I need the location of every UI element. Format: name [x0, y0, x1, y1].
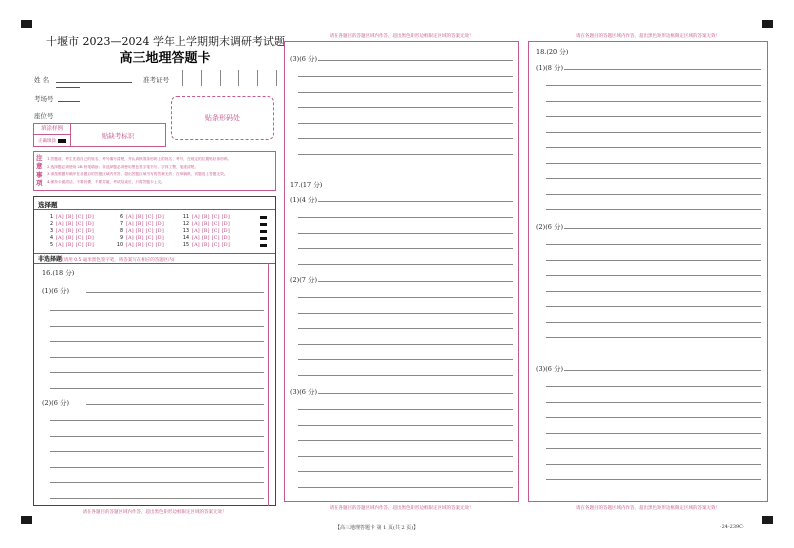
choice-option-bubble[interactable]: [D] — [85, 222, 94, 227]
registration-mark-bottom-right — [762, 516, 773, 524]
name-field[interactable] — [56, 82, 132, 83]
q18-label: 18.(20 分) — [536, 48, 569, 56]
answer-panel-left — [33, 196, 276, 506]
answer-line[interactable] — [298, 344, 513, 345]
answer-line[interactable] — [298, 328, 513, 329]
answer-line[interactable] — [298, 264, 513, 265]
q17-label: 17.(17 分) — [290, 181, 323, 189]
choice-option-bubble[interactable]: [B] — [135, 215, 144, 220]
choice-option-bubble[interactable]: [C] — [75, 229, 84, 234]
choice-option-bubble[interactable]: [B] — [201, 229, 210, 234]
answer-line[interactable] — [50, 498, 264, 499]
choice-option-bubble[interactable]: [A] — [126, 236, 134, 241]
answer-line[interactable] — [546, 291, 761, 292]
answer-line[interactable] — [564, 370, 761, 371]
answer-line[interactable] — [298, 313, 513, 314]
answer-line[interactable] — [86, 292, 264, 293]
barcode-area: 贴条形码处 — [171, 96, 274, 140]
answer-line[interactable] — [546, 433, 761, 434]
answer-line[interactable] — [546, 147, 761, 148]
q17-2-label: (2)(7 分) — [290, 276, 317, 284]
answer-line[interactable] — [318, 393, 513, 394]
choice-option-bubble[interactable]: [D] — [155, 236, 164, 241]
choice-option-bubble[interactable]: [C] — [145, 215, 154, 220]
answer-line[interactable] — [298, 359, 513, 360]
choice-question-number: 12 — [182, 222, 189, 227]
answer-line[interactable] — [546, 209, 761, 210]
answer-line[interactable] — [546, 322, 761, 323]
choice-question-row — [114, 229, 166, 234]
choice-option-bubble[interactable]: [A] — [56, 243, 64, 248]
answer-line[interactable] — [298, 217, 513, 218]
ticket-digit-box[interactable] — [220, 70, 239, 86]
answer-line[interactable] — [50, 326, 264, 327]
notice-line: 1.答题前，考生先将自己的姓名、考号填写清楚，并认真核准条形码上的姓名、考号，在规定的位置贴好条形码。 — [47, 157, 232, 161]
q16-2-label: (2)(6 分) — [42, 399, 69, 407]
choice-question-row — [44, 236, 96, 241]
answer-line[interactable] — [546, 194, 761, 195]
filled-bubble-sample — [58, 139, 66, 143]
choice-option-bubble[interactable]: [B] — [65, 215, 74, 220]
choice-option-bubble[interactable]: [B] — [135, 229, 144, 234]
answer-line[interactable] — [50, 341, 264, 342]
fill-example-box — [33, 123, 71, 147]
choice-question-row — [44, 229, 96, 234]
answer-line[interactable] — [318, 281, 513, 282]
answer-line[interactable] — [546, 244, 761, 245]
choice-option-bubble[interactable]: [B] — [135, 222, 144, 227]
answer-line[interactable] — [546, 116, 761, 117]
timing-mark — [260, 230, 267, 233]
q18-2-label: (2)(6 分) — [536, 223, 563, 231]
notice-line: 2.选择题必须使用 2B 铅笔填涂；非选择题必须使用黑色签字笔书写，字体工整，笔迹清楚。 — [47, 164, 199, 169]
choice-option-bubble[interactable]: [A] — [192, 215, 200, 220]
answer-line[interactable] — [546, 178, 761, 179]
choice-option-bubble[interactable]: [A] — [126, 215, 134, 220]
answer-line[interactable] — [546, 101, 761, 102]
answer-line[interactable] — [546, 448, 761, 449]
name-field-short — [56, 87, 80, 88]
answer-line[interactable] — [564, 69, 761, 70]
answer-line[interactable] — [50, 420, 264, 421]
name-label: 姓 名 — [34, 76, 50, 84]
choice-option-bubble[interactable]: [C] — [211, 229, 220, 234]
answer-line[interactable] — [546, 464, 761, 465]
choice-option-bubble[interactable]: [A] — [126, 229, 134, 234]
answer-line[interactable] — [318, 201, 513, 202]
ticket-digit-box[interactable] — [201, 70, 220, 86]
answer-sheet-title: 高三地理答题卡 — [119, 51, 211, 66]
registration-mark-bottom-left — [21, 516, 32, 524]
q16-3-label: (3)(6 分) — [290, 55, 317, 63]
answer-line[interactable] — [318, 60, 513, 61]
choice-option-bubble[interactable]: [A] — [192, 229, 200, 234]
column3-top-warning: 请在各题目的答题区域内作答，超出黑色矩形边框限定区域的答案无效！ — [576, 34, 720, 39]
choice-question-row — [180, 243, 232, 248]
q18-3-label: (3)(6 分) — [536, 365, 563, 373]
choice-question-number: 6 — [119, 215, 123, 220]
choice-question-row — [180, 236, 232, 241]
nonchoice-bottom-divider — [34, 263, 275, 264]
choice-question-number: 10 — [116, 243, 123, 248]
choice-option-bubble[interactable]: [D] — [85, 229, 94, 234]
column3-bottom-warning: 请在各题目的答题区域内作答，超出黑色矩形边框限定区域的答案无效！ — [576, 506, 720, 511]
choice-option-bubble[interactable]: [B] — [201, 243, 210, 248]
choice-option-bubble[interactable]: [D] — [221, 222, 230, 227]
choice-question-number: 9 — [119, 236, 123, 241]
notice-text — [47, 156, 272, 186]
q18-1-label: (1)(8 分) — [536, 64, 563, 72]
absent-sticker-area: 贴缺考标识 — [71, 123, 166, 147]
ticket-number-boxes[interactable] — [182, 70, 277, 86]
answer-line[interactable] — [298, 297, 513, 298]
seat-number-label: 座位号 — [34, 112, 54, 120]
answer-line[interactable] — [546, 306, 761, 307]
answer-line[interactable] — [546, 275, 761, 276]
fill-example-sample — [34, 135, 70, 147]
answer-line[interactable] — [298, 425, 513, 426]
choice-option-bubble[interactable]: [D] — [155, 243, 164, 248]
choice-question-row — [44, 243, 96, 248]
choice-option-bubble[interactable]: [D] — [85, 243, 94, 248]
choice-option-bubble[interactable]: [C] — [145, 222, 154, 227]
choice-option-bubble[interactable]: [B] — [135, 243, 144, 248]
choice-question-number: 13 — [182, 229, 189, 234]
ticket-digit-box[interactable] — [182, 70, 201, 86]
choice-option-bubble[interactable]: [B] — [201, 236, 210, 241]
notice-heading: 注 意 事 项 — [36, 154, 43, 187]
choice-question-row — [114, 222, 166, 227]
page-footer: 【高三地理答题卡 第 1 页(共 2 页)】 — [335, 525, 419, 531]
choice-option-bubble[interactable]: [A] — [56, 229, 64, 234]
choice-question-number: 2 — [49, 222, 53, 227]
answer-line[interactable] — [298, 92, 513, 93]
choice-option-bubble[interactable]: [B] — [201, 215, 210, 220]
column2-top-warning: 请在各题目的答题区域内作答，超出黑色矩形边框限定区域的答案无效！ — [329, 34, 474, 39]
answer-line[interactable] — [298, 471, 513, 472]
answer-line[interactable] — [298, 409, 513, 410]
ticket-number-label: 准考证号 — [143, 76, 169, 84]
answer-line[interactable] — [298, 456, 513, 457]
choice-option-bubble[interactable]: [C] — [75, 215, 84, 220]
q16-1-label: (1)(6 分) — [42, 287, 69, 295]
answer-line[interactable] — [50, 357, 264, 358]
choice-option-bubble[interactable]: [D] — [155, 229, 164, 234]
answer-line[interactable] — [50, 451, 264, 452]
choice-option-bubble[interactable]: [B] — [65, 229, 74, 234]
registration-mark-top-right — [762, 20, 773, 28]
choice-option-bubble[interactable]: [C] — [211, 215, 220, 220]
choice-option-bubble[interactable]: [C] — [211, 236, 220, 241]
choice-option-bubble[interactable]: [C] — [75, 243, 84, 248]
choice-question-number: 14 — [182, 236, 189, 241]
fill-example-label: 填涂样例 — [34, 124, 70, 135]
choice-question-row — [114, 215, 166, 220]
choice-option-bubble[interactable]: [A] — [126, 222, 134, 227]
answer-line[interactable] — [50, 310, 264, 311]
answer-line[interactable] — [298, 138, 513, 139]
choice-question-row — [180, 229, 232, 234]
answer-line[interactable] — [546, 386, 761, 387]
choice-option-bubble[interactable]: [C] — [145, 243, 154, 248]
choice-option-bubble[interactable]: [D] — [85, 236, 94, 241]
choice-option-bubble[interactable]: [B] — [201, 222, 210, 227]
notice-line: 3.请按照题号顺序在各题目的答题区域内作答，超出答题区域书写的答案无效；在草稿纸、试题卷上答题无效。 — [47, 172, 228, 177]
nonchoice-title: 非选择题(请用 0.5 毫米黑色签字笔，将答案写在相应的答题区内) — [38, 256, 175, 263]
answer-line[interactable] — [546, 337, 761, 338]
q16-label: 16.(18 分) — [42, 269, 75, 277]
timing-mark — [260, 237, 267, 240]
choice-question-number: 4 — [49, 236, 53, 241]
choice-question-row — [114, 243, 166, 248]
column1-bottom-warning: 请在各题目的答题区域内作答，超出黑色矩形边框限定区域的答案无效！ — [82, 510, 227, 515]
answer-line[interactable] — [298, 248, 513, 249]
nonchoice-note: (请用 0.5 毫米黑色签字笔，将答案写在相应的答题区内) — [62, 258, 175, 263]
answer-line[interactable] — [50, 482, 264, 483]
sheet-code: ·24-239C· — [720, 524, 745, 530]
exam-room-label: 考场号 — [34, 95, 54, 103]
choice-option-bubble[interactable]: [A] — [56, 236, 64, 241]
choice-option-bubble[interactable]: [A] — [192, 243, 200, 248]
q17-1-label: (1)(4 分) — [290, 196, 317, 204]
choice-question-row — [180, 222, 232, 227]
choice-question-number: 11 — [182, 215, 189, 220]
choice-option-bubble[interactable]: [C] — [211, 243, 220, 248]
exam-title: 十堰市 2023—2024 学年上学期期末调研考试题 — [46, 35, 285, 48]
answer-line[interactable] — [298, 375, 513, 376]
answer-line[interactable] — [298, 440, 513, 441]
answer-line[interactable] — [298, 107, 513, 108]
choice-option-bubble[interactable]: [B] — [65, 222, 74, 227]
timing-mark — [260, 216, 267, 219]
choice-section-divider — [34, 209, 275, 210]
choice-option-bubble[interactable]: [C] — [145, 229, 154, 234]
choice-option-bubble[interactable]: [D] — [221, 215, 230, 220]
choice-question-row — [114, 236, 166, 241]
choice-option-bubble[interactable]: [A] — [126, 243, 134, 248]
choice-option-bubble[interactable]: [C] — [75, 222, 84, 227]
choice-option-bubble[interactable]: [A] — [192, 222, 200, 227]
notice-line: 4.保持卡面清洁，不要折叠，不要弄破，考试结束后，只将答题卡上交。 — [47, 179, 165, 184]
choice-question-number: 8 — [119, 229, 123, 234]
exam-room-field[interactable] — [58, 101, 80, 102]
answer-line[interactable] — [298, 233, 513, 234]
ticket-digit-box[interactable] — [238, 70, 257, 86]
answer-line[interactable] — [546, 132, 761, 133]
choice-option-bubble[interactable]: [A] — [56, 215, 64, 220]
q17-3-label: (3)(6 分) — [290, 388, 317, 396]
choice-option-bubble[interactable]: [B] — [65, 243, 74, 248]
answer-line[interactable] — [50, 388, 264, 389]
timing-mark — [260, 223, 267, 226]
q16-right-border — [268, 263, 269, 506]
answer-line[interactable] — [50, 436, 264, 437]
choice-option-bubble[interactable]: [A] — [56, 222, 64, 227]
notice-box — [33, 151, 276, 191]
choice-option-bubble[interactable]: [A] — [192, 236, 200, 241]
choice-option-bubble[interactable]: [D] — [155, 222, 164, 227]
answer-line[interactable] — [546, 479, 761, 480]
choice-question-number: 7 — [119, 222, 123, 227]
answer-line[interactable] — [546, 85, 761, 86]
answer-line[interactable] — [86, 404, 264, 405]
answer-line[interactable] — [298, 487, 513, 488]
answer-line[interactable] — [546, 163, 761, 164]
choice-question-number: 5 — [49, 243, 53, 248]
answer-line[interactable] — [564, 228, 761, 229]
answer-line[interactable] — [298, 154, 513, 155]
choice-option-bubble[interactable]: [B] — [135, 236, 144, 241]
choice-option-bubble[interactable]: [D] — [155, 215, 164, 220]
answer-line[interactable] — [50, 372, 264, 373]
choice-section-title: 选择题 — [38, 201, 58, 209]
choice-question-number: 15 — [182, 243, 189, 248]
choice-question-row — [44, 222, 96, 227]
choice-option-bubble[interactable]: [D] — [221, 243, 230, 248]
fill-example-sublabel: 正确填涂 — [38, 139, 56, 144]
answer-line[interactable] — [298, 123, 513, 124]
column2-answer-area — [284, 41, 519, 502]
choice-option-bubble[interactable]: [C] — [211, 222, 220, 227]
ticket-digit-box[interactable] — [257, 70, 277, 86]
choice-option-bubble[interactable]: [C] — [75, 236, 84, 241]
answer-line[interactable] — [546, 402, 761, 403]
answer-line[interactable] — [546, 260, 761, 261]
answer-line[interactable] — [298, 76, 513, 77]
choice-option-bubble[interactable]: [D] — [221, 236, 230, 241]
answer-line[interactable] — [50, 467, 264, 468]
registration-mark-top-left — [21, 20, 32, 28]
answer-line[interactable] — [546, 417, 761, 418]
choice-option-bubble[interactable]: [C] — [145, 236, 154, 241]
choice-option-bubble[interactable]: [D] — [221, 229, 230, 234]
timing-mark — [260, 244, 267, 247]
choice-question-row — [44, 215, 96, 220]
choice-question-row — [180, 215, 232, 220]
choice-option-bubble[interactable]: [B] — [65, 236, 74, 241]
choice-option-bubble[interactable]: [D] — [85, 215, 94, 220]
choice-question-number: 3 — [49, 229, 53, 234]
column2-bottom-warning: 请在各题目的答题区域内作答，超出黑色矩形边框限定区域的答案无效！ — [329, 506, 474, 511]
choice-question-number: 1 — [49, 215, 53, 220]
